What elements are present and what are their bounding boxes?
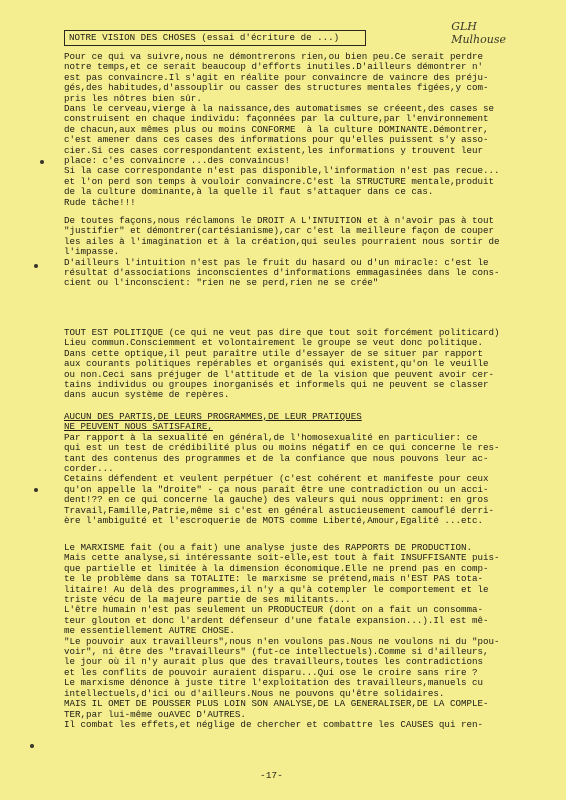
text-line: "justifier" et démontrer(cartésianisme),car c'est la meilleure façon de couper [64, 225, 495, 237]
text-line: qui est un test de crédibilité plus ou moins négatif en ce qui concerne le res- [64, 442, 500, 454]
text-line: c'est amener dans ces cases des informations pour qu'elles puissent s'y asso- [64, 134, 489, 146]
text-line: Il combat les effets,et néglige de chercher et combattre les CAUSES qui ren- [64, 718, 484, 730]
text-line: gés,des habitudes,d'assouplir ou casser des structures mentales figées,y com- [64, 82, 489, 94]
text-line: tains individus ou groupes inorganisés et informels qui ne peuvent se classer [64, 379, 489, 391]
document-title: NOTRE VISION DES CHOSES (essai d'écriture de ...) [64, 30, 366, 46]
text-line: et les conflits de pouvoir auraient disparu...Qui ose le croire sans rire ? [64, 666, 478, 678]
text-line: résultat d'associations inconscientes d'informations emmagasinées dans le cons- [64, 267, 500, 279]
text-line: l'impasse. [64, 246, 120, 258]
text-line: Si la case correspondante n'est pas disponible,l'information n'est pas recue... [64, 165, 500, 177]
text-line: le jour où il n'y aurait plus que des travailleurs,toutes les contradictions [64, 656, 484, 668]
text-line: Mais cette analyse,si intéressante soit-elle,est tout à fait INSUFFISANTE puis- [64, 552, 500, 564]
text-line: Dans cette optique,il peut paraître utile d'essayer de se situer par rapport [64, 347, 484, 359]
text-line: Pour ce qui va suivre,nous ne démontrerons rien,ou bien peu.Ce serait perdre [64, 51, 484, 62]
text-line: les ailes à l'imagination et à la création,qui seules pourraient nous sortir de [64, 235, 500, 247]
text-line: de chacun,aux mêmes plus ou moins CONFORME à la culture DOMINANTE.Démontrer, [64, 123, 489, 135]
paragraph-block [64, 216, 544, 289]
text-line: "Le pouvoir aux travailleurs",nous n'en voulons pas.Nous ne voulons ni du "pou- [64, 635, 500, 647]
text-line: tant des contenus des programmes et de la confiance que nous pouvons leur ac- [64, 452, 489, 464]
text-line: De toutes façons,nous réclamons le DROIT A L'INTUITION et à n'avoir pas à tout [64, 215, 495, 226]
text-line: dent!?? en ce qui concerne la gauche) des valeurs qui nous oppriment: en gros [64, 494, 489, 506]
text-line: D'ailleurs l'intuition n'est pas le fruit du hasard ou d'un miracle: c'est le [64, 256, 489, 268]
text-line: construisent en chaque individu: façonnées par la culture,par l'environnement [64, 113, 489, 125]
paragraph-block [64, 412, 544, 526]
text-line: pris les nôtres bien sûr. [64, 92, 202, 104]
text-line: Rude tâche!!! [64, 196, 136, 208]
text-line: Cetains défendent et veulent perpétuer (c'est cohérent et manifeste pour ceux [64, 473, 489, 485]
text-line: MAIS IL OMET DE POUSSER PLUS LOIN SON ANALYSE,DE LA GENERALISER,DE LA COMPLE- [64, 698, 489, 710]
handwritten-line: Mulhouse [451, 33, 506, 46]
text-line: cier.Si ces cases correspondantent existent,les informations y trouvent leur [64, 144, 484, 156]
text-line: TER,par lui-même ouAVEC D'AUTRES. [64, 708, 246, 720]
text-line: Travail,Famille,Patrie,même si c'est en général astucieusement camouflé derri- [64, 504, 495, 516]
paragraph-block [64, 52, 544, 208]
text-line: est pas convaincre.Il s'agit en réalite pour convaincre de vaincre des préju- [64, 71, 489, 83]
text-line: NE PEUVENT NOUS SATISFAIRE, [64, 421, 213, 433]
text-line: ère l'ambiguïté et l'escroquerie de MOTS comme Liberté,Amour,Egalité ...etc. [64, 515, 484, 527]
text-line: triste vécu de la majeure partie de ses militants... [64, 594, 351, 606]
text-line: notre temps,et ce serait beaucoup d'efforts inutiles.D'ailleurs démontrer n' [64, 61, 484, 73]
text-line: Lieu commun.Consciemment et volontairement le groupe se veut donc politique. [64, 337, 484, 349]
binder-hole [34, 488, 38, 492]
text-line: te le problème dans sa TOTALITE: le marxisme se prétend,mais n'EST PAS tota- [64, 573, 484, 585]
binder-hole [34, 264, 38, 268]
text-line: intellectuels,d'ici ou d'ailleurs.Nous ne pouvons qu'être solidaires. [64, 687, 445, 699]
text-line: dans aucun système de repères. [64, 389, 230, 401]
binder-hole [30, 744, 34, 748]
text-line: et l'on perd son temps à vouloir convaincre.C'est la STRUCTURE mentale,produit [64, 175, 495, 187]
text-line: litaire! Au delà des programmes,il n'y a qu'à cotempler le comportement et le [64, 583, 489, 595]
text-line: Dans le cerveau,vierge à la naissance,des automatismes se créeent,des cases se [64, 103, 495, 115]
text-line: de la culture dominante,à la quelle il faut s'attaquer dans ce cas. [64, 186, 434, 198]
text-line: aux courants politiques repérables et organisés qui existent,qu'on le veuille [64, 358, 489, 370]
text-line: Par rapport à la sexualité en général,de l'homosexualité en particulier: ce [64, 431, 478, 443]
text-line: L'être humain n'est pas seulement un PRODUCTEUR (dont on a fait un consomma- [64, 604, 484, 616]
text-line: qu'on appelle la "droite" - ça nous paraît être une contradiction ou un acci- [64, 483, 489, 495]
text-line: Le MARXISME fait (ou a fait) une analyse juste des RAPPORTS DE PRODUCTION. [64, 542, 472, 553]
binder-hole [40, 160, 44, 164]
handwritten-line: GLH [451, 20, 477, 33]
text-line: me essentiellement AUTRE CHOSE. [64, 625, 235, 637]
text-line: voir", ni être des "travailleurs" (fut-ce intellectuels).Comme si d'ailleurs, [64, 646, 489, 658]
paragraph-block [64, 328, 544, 401]
text-line: ou non.Ceci sans préjuger de l'attitude et de la vision que peuvent avoir cer- [64, 368, 495, 380]
text-line: TOUT EST POLITIQUE (ce qui ne veut pas dire que tout soit forcément politicard) [64, 327, 500, 338]
text-line: place: c'es convaincre ...des convaincus! [64, 155, 291, 167]
text-line: corder... [64, 463, 114, 475]
text-line: AUCUN DES PARTIS,DE LEURS PROGRAMMES,DE LEUR PRATIQUES [64, 411, 362, 422]
paragraph-block [64, 543, 544, 730]
text-line: que partielle et limitée à la dimension économique.Elle ne prend pas en comp- [64, 562, 489, 574]
text-line: teur glouton et donc l'ardent défenseur d'une fatale expansion...).Il est mê- [64, 614, 489, 626]
text-line: Le marxisme dénonce à juste titre l'exploitation des travailleurs,manuels cu [64, 677, 484, 689]
page-number: -17- [260, 770, 283, 781]
text-line: cient ou l'inconscient: "rien ne se perd,rien ne se crée" [64, 277, 379, 289]
handwritten-note [451, 20, 506, 46]
